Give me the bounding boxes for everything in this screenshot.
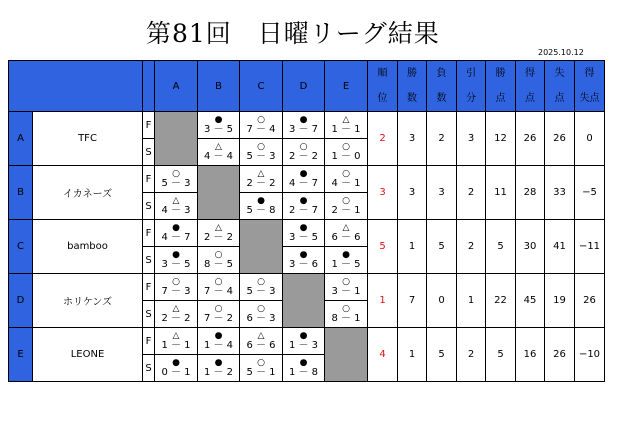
match-score: 4 － 7 — [161, 232, 191, 243]
match-result-cell — [325, 139, 368, 166]
result-symbol: △ — [172, 196, 180, 206]
stat-value: 7 — [398, 274, 427, 328]
match-score: 3 － 5 — [288, 232, 319, 243]
match-result-cell — [198, 328, 240, 355]
stat-header-char: 失点 — [579, 93, 600, 104]
team-column-header: B — [198, 61, 240, 112]
match-score: 5 － 3 — [246, 286, 276, 297]
stat-value: 2 — [457, 220, 486, 274]
stat-value: 12 — [486, 112, 516, 166]
table-row — [9, 220, 605, 247]
result-symbol: ● — [299, 223, 308, 233]
match-result-cell — [283, 247, 325, 274]
match-score: 5 － 3 — [246, 151, 276, 162]
team-name: ホリケンズ — [33, 274, 143, 328]
self-match-cell — [240, 220, 283, 274]
stat-header-char: 点 — [554, 93, 565, 104]
stat-value: 1 — [398, 220, 427, 274]
stat-value: 0 — [575, 112, 605, 166]
match-result-cell — [325, 247, 368, 274]
result-symbol: △ — [172, 304, 180, 314]
match-score: 2 － 2 — [288, 151, 319, 162]
result-symbol: ● — [299, 115, 308, 125]
match-result-cell — [155, 328, 198, 355]
result-symbol: ○ — [257, 277, 265, 287]
team-name: LEONE — [33, 328, 143, 382]
stat-value: 26 — [575, 274, 605, 328]
match-result-cell — [240, 274, 283, 301]
result-symbol: ○ — [172, 169, 180, 179]
stat-value: 3 — [457, 112, 486, 166]
stat-value: 1 — [398, 328, 427, 382]
stat-column-header — [516, 61, 545, 112]
match-score: 1 － 5 — [331, 259, 361, 270]
match-result-cell — [283, 355, 325, 382]
match-score: 2 － 2 — [246, 178, 276, 189]
match-result-cell — [198, 220, 240, 247]
self-match-cell — [155, 112, 198, 166]
stat-header-char: 点 — [495, 93, 506, 104]
match-result-cell — [198, 301, 240, 328]
stat-value: −11 — [575, 220, 605, 274]
match-result-cell — [240, 139, 283, 166]
result-symbol: ○ — [257, 115, 265, 125]
match-result-cell — [283, 139, 325, 166]
half-label: F — [143, 220, 155, 247]
match-result-cell — [325, 193, 368, 220]
result-symbol: ● — [214, 115, 223, 125]
stat-column-header — [545, 61, 575, 112]
match-result-cell — [325, 301, 368, 328]
stat-value: 3 — [427, 166, 457, 220]
corner-cell — [9, 61, 143, 112]
match-result-cell — [198, 139, 240, 166]
stat-header-char: 失 — [554, 68, 565, 79]
row-label: B — [9, 166, 33, 220]
match-result-cell — [155, 193, 198, 220]
match-score: 1 － 8 — [288, 367, 319, 378]
stat-value: 3 — [398, 166, 427, 220]
match-score: 5 － 3 — [161, 178, 191, 189]
match-result-cell — [325, 166, 368, 193]
self-match-cell — [283, 274, 325, 328]
table-row — [9, 274, 605, 301]
half-label: F — [143, 112, 155, 139]
result-symbol: ● — [299, 331, 308, 341]
match-score: 1 － 3 — [288, 340, 319, 351]
result-symbol: ● — [172, 223, 180, 233]
table-row — [9, 328, 605, 355]
result-symbol: △ — [257, 331, 265, 341]
match-score: 7 － 4 — [203, 286, 234, 297]
result-symbol: ○ — [214, 304, 223, 314]
match-score: 4 － 1 — [331, 178, 361, 189]
match-result-cell — [198, 355, 240, 382]
row-label: A — [9, 112, 33, 166]
result-symbol: ○ — [342, 277, 350, 287]
league-table — [8, 60, 605, 382]
result-symbol: ● — [342, 250, 350, 260]
result-symbol: ○ — [257, 142, 265, 152]
match-score: 5 － 1 — [246, 367, 276, 378]
self-match-cell — [198, 166, 240, 220]
match-score: 8 － 5 — [203, 259, 234, 270]
match-result-cell — [155, 301, 198, 328]
stat-header-char: 勝 — [495, 68, 506, 79]
result-symbol: ● — [214, 358, 223, 368]
stat-value: 19 — [545, 274, 575, 328]
match-score: 0 － 1 — [161, 367, 191, 378]
match-score: 2 － 2 — [161, 313, 191, 324]
match-score: 6 － 6 — [246, 340, 276, 351]
stat-header-char: 位 — [377, 93, 388, 104]
result-symbol: ● — [299, 169, 308, 179]
stat-header-char: 負 — [436, 68, 447, 79]
stat-header-char: 点 — [525, 93, 535, 104]
match-score: 3 － 5 — [203, 124, 234, 135]
stat-value: 26 — [516, 112, 545, 166]
result-symbol: ○ — [257, 304, 265, 314]
table-row — [9, 166, 605, 193]
match-score: 7 － 4 — [246, 124, 276, 135]
row-label: D — [9, 274, 33, 328]
stat-value: 5 — [486, 328, 516, 382]
result-symbol: △ — [215, 142, 222, 152]
stat-value: 22 — [486, 274, 516, 328]
match-score: 4 － 3 — [161, 205, 191, 216]
match-score: 5 － 8 — [246, 205, 276, 216]
stat-value: 30 — [516, 220, 545, 274]
stat-value: 41 — [545, 220, 575, 274]
result-symbol: △ — [342, 115, 350, 125]
result-symbol: ○ — [342, 196, 350, 206]
stat-value: 2 — [427, 112, 457, 166]
match-result-cell — [240, 301, 283, 328]
match-score: 8 － 1 — [331, 313, 361, 324]
match-result-cell — [325, 112, 368, 139]
team-column-header: C — [240, 61, 283, 112]
result-symbol: ○ — [257, 358, 265, 368]
match-score: 2 － 2 — [203, 232, 234, 243]
match-score: 3 － 7 — [288, 124, 319, 135]
stat-column-header — [368, 61, 398, 112]
match-score: 4 － 4 — [203, 151, 234, 162]
stat-value: 3 — [398, 112, 427, 166]
match-result-cell — [240, 193, 283, 220]
stat-value: 5 — [427, 328, 457, 382]
row-label: C — [9, 220, 33, 274]
half-label: S — [143, 301, 155, 328]
match-score: 4 － 7 — [288, 178, 319, 189]
match-score: 1 － 2 — [203, 367, 234, 378]
match-score: 1 － 4 — [203, 340, 234, 351]
match-result-cell — [240, 112, 283, 139]
match-score: 7 － 3 — [161, 286, 191, 297]
corner-cell-2 — [143, 61, 155, 112]
match-score: 3 － 1 — [331, 286, 361, 297]
match-score: 1 － 1 — [331, 124, 361, 135]
result-symbol: △ — [172, 331, 180, 341]
team-column-header: E — [325, 61, 368, 112]
stat-header-char: 引 — [466, 68, 476, 79]
result-symbol: △ — [257, 169, 265, 179]
match-result-cell — [198, 247, 240, 274]
result-symbol: ● — [299, 250, 308, 260]
table-row — [9, 112, 605, 139]
match-score: 2 － 1 — [331, 205, 361, 216]
match-result-cell — [240, 328, 283, 355]
rank-value: 2 — [368, 112, 398, 166]
stat-header-char: 得 — [584, 68, 595, 79]
match-score: 3 － 6 — [288, 259, 319, 270]
half-label: S — [143, 247, 155, 274]
result-symbol: ● — [257, 196, 265, 206]
stat-header-char: 分 — [466, 93, 476, 104]
stat-header-char: 順 — [377, 68, 388, 79]
row-label: E — [9, 328, 33, 382]
match-score: 3 － 5 — [161, 259, 191, 270]
match-result-cell — [283, 193, 325, 220]
team-name: bamboo — [33, 220, 143, 274]
stat-column-header — [457, 61, 486, 112]
result-symbol: ○ — [299, 142, 308, 152]
result-symbol: ○ — [172, 277, 180, 287]
stat-header-char: 得 — [525, 68, 535, 79]
stat-column-header — [398, 61, 427, 112]
result-symbol: △ — [342, 223, 350, 233]
date-label: 2025.10.12 — [538, 48, 584, 57]
match-result-cell — [155, 355, 198, 382]
stat-header-char: 勝 — [407, 68, 417, 79]
match-result-cell — [155, 247, 198, 274]
result-symbol: ● — [172, 358, 180, 368]
self-match-cell — [325, 328, 368, 382]
match-result-cell — [283, 328, 325, 355]
stat-value: 1 — [457, 274, 486, 328]
match-score: 1 － 0 — [331, 151, 361, 162]
result-symbol: ○ — [214, 250, 223, 260]
stat-value: −10 — [575, 328, 605, 382]
stat-column-header — [427, 61, 457, 112]
stat-value: 11 — [486, 166, 516, 220]
stat-value: 0 — [427, 274, 457, 328]
match-result-cell — [198, 274, 240, 301]
match-result-cell — [240, 355, 283, 382]
result-symbol: ● — [299, 196, 308, 206]
stat-value: 2 — [457, 166, 486, 220]
match-result-cell — [283, 166, 325, 193]
match-result-cell — [283, 112, 325, 139]
team-column-header: D — [283, 61, 325, 112]
match-score: 1 － 1 — [161, 340, 191, 351]
stat-header-char: 数 — [407, 93, 417, 104]
half-label: S — [143, 193, 155, 220]
result-symbol: ● — [172, 250, 180, 260]
stat-value: −5 — [575, 166, 605, 220]
stat-value: 5 — [427, 220, 457, 274]
stat-value: 33 — [545, 166, 575, 220]
match-result-cell — [325, 274, 368, 301]
result-symbol: ○ — [342, 142, 350, 152]
stat-value: 5 — [486, 220, 516, 274]
half-label: F — [143, 328, 155, 355]
stat-value: 16 — [516, 328, 545, 382]
result-symbol: ○ — [214, 277, 223, 287]
match-result-cell — [155, 220, 198, 247]
match-result-cell — [155, 166, 198, 193]
stat-header-char: 数 — [436, 93, 447, 104]
half-label: F — [143, 274, 155, 301]
match-result-cell — [155, 274, 198, 301]
result-symbol: ○ — [342, 304, 350, 314]
match-score: 2 － 7 — [288, 205, 319, 216]
match-result-cell — [240, 166, 283, 193]
rank-value: 3 — [368, 166, 398, 220]
match-score: 6 － 6 — [331, 232, 361, 243]
result-symbol: ○ — [342, 169, 350, 179]
half-label: S — [143, 139, 155, 166]
match-result-cell — [325, 220, 368, 247]
team-name: TFC — [33, 112, 143, 166]
result-symbol: ● — [299, 358, 308, 368]
stat-column-header — [575, 61, 605, 112]
stat-column-header — [486, 61, 516, 112]
match-score: 7 － 2 — [203, 313, 234, 324]
stat-value: 28 — [516, 166, 545, 220]
stat-value: 2 — [457, 328, 486, 382]
match-result-cell — [283, 220, 325, 247]
half-label: F — [143, 166, 155, 193]
match-score: 6 － 3 — [246, 313, 276, 324]
rank-value: 4 — [368, 328, 398, 382]
team-column-header: A — [155, 61, 198, 112]
result-symbol: ● — [214, 331, 223, 341]
stat-value: 45 — [516, 274, 545, 328]
team-name: イカネーズ — [33, 166, 143, 220]
rank-value: 5 — [368, 220, 398, 274]
stat-value: 26 — [545, 112, 575, 166]
rank-value: 1 — [368, 274, 398, 328]
result-symbol: △ — [215, 223, 222, 233]
stat-value: 26 — [545, 328, 575, 382]
half-label: S — [143, 355, 155, 382]
match-result-cell — [198, 112, 240, 139]
page-title: 第81回 日曜リーグ結果 — [146, 19, 440, 48]
